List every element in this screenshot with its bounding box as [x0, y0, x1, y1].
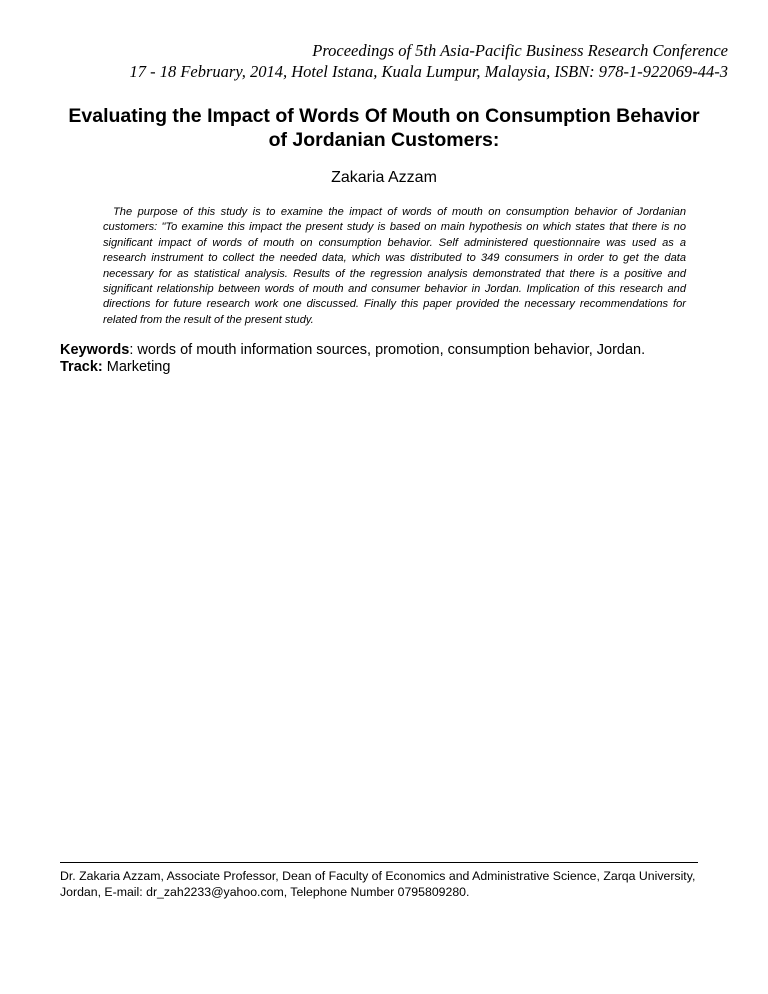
paper-title — [50, 104, 718, 152]
track-text: Marketing — [102, 359, 171, 375]
keywords-text: : words of mouth information sources, promotion, consumption behavior, Jordan. — [129, 342, 646, 358]
track — [60, 358, 720, 376]
keywords — [60, 341, 720, 359]
paper-title-line1: Evaluating the Impact of Words Of Mouth on Consumption Behavior — [68, 105, 700, 127]
footnote-divider — [60, 862, 698, 863]
conference-header-line2: 17 - 18 February, 2014, Hotel Istana, Kuala Lumpur, Malaysia, ISBN: 978-1-922069-44-3 — [129, 62, 728, 81]
conference-header — [28, 40, 728, 82]
footnote-line2: Jordan, E-mail: dr_zah2233@yahoo.com, Telephone Number 0795809280. — [60, 885, 470, 899]
author-footnote — [60, 868, 728, 900]
track-label: Track: — [60, 359, 103, 375]
abstract: The purpose of this study is to examine the impact of words of mouth on consumption behavior of Jordanian customers: "To examine this impact the present study is based on main hypothesis on which states that there is no significant impact of words of mouth on consumption behavior. Self administered questionnaire was used as a research instrument to collect the needed data, which was distributed to 349 consumers in order to get the data necessary for as statistical analysis. Results of the regression analysis demonstrated that there is a positive and significant relationship between words of mouth and consumer behavior in Jordan. Implication of this research and directions for future research work one discussed. Finally this paper provided the necessary recommendations for related from the result of the present study. — [103, 206, 686, 326]
footnote-line1: Dr. Zakaria Azzam, Associate Professor, Dean of Faculty of Economics and Administrative Science, Zarqa University, — [60, 869, 696, 883]
paper-title-line2: of Jordanian Customers: — [268, 129, 500, 151]
author-name: Zakaria Azzam — [331, 169, 437, 186]
keywords-label: Keywords — [60, 342, 130, 358]
conference-header-line1: Proceedings of 5th Asia-Pacific Business Research Conference — [312, 41, 728, 60]
